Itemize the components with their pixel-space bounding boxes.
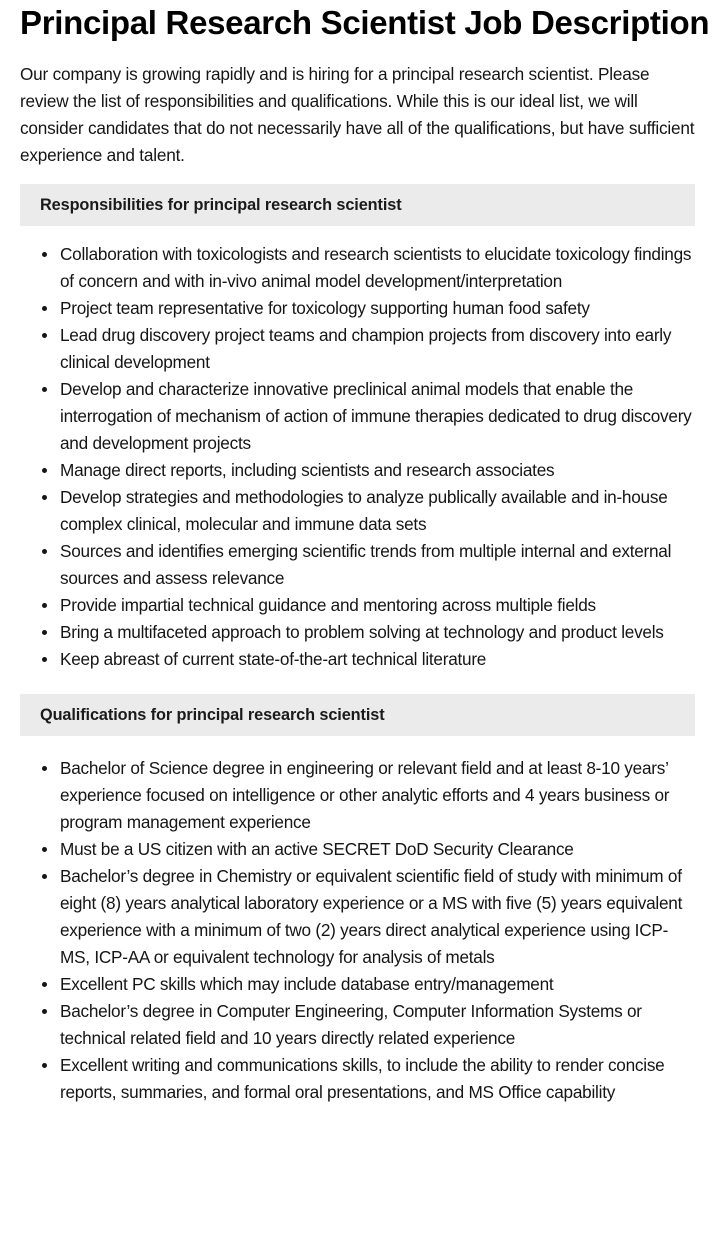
list-item-text: Bachelor’s degree in Computer Engineering, Computer Information Systems or technical related field and 10 years directly related experience (60, 1001, 642, 1048)
list-item (20, 295, 695, 322)
list-item (20, 457, 695, 484)
responsibilities-heading: Responsibilities for principal research scientist (20, 184, 695, 226)
bullet-icon (42, 1063, 47, 1068)
bullet-icon (42, 252, 47, 257)
list-item (20, 863, 695, 971)
list-item-text: Develop strategies and methodologies to analyze publically available and in-house complex clinical, molecular and immune data sets (60, 487, 668, 534)
list-item-text: Provide impartial technical guidance and mentoring across multiple fields (60, 595, 596, 615)
list-item-text: Excellent writing and communications skills, to include the ability to render concise reports, summaries, and formal oral presentations, and MS Office capability (60, 1055, 665, 1102)
list-item-text: Collaboration with toxicologists and research scientists to elucidate toxicology findings of concern and with in-vivo animal model development/interpretation (60, 244, 692, 291)
bullet-icon (42, 333, 47, 338)
bullet-icon (42, 387, 47, 392)
list-item-text: Must be a US citizen with an active SECRET DoD Security Clearance (60, 839, 574, 859)
list-item-text: Bachelor’s degree in Chemistry or equivalent scientific field of study with minimum of eight (8) years analytical laboratory experience or a MS with five (5) years equivalent experience with a minimum of two (2) years direct analytical experience using ICP-MS, ICP-AA or equivalent technology for analysis of metals (60, 866, 683, 967)
list-item-text: Develop and characterize innovative preclinical animal models that enable the interrogation of mechanism of action of immune therapies dedicated to drug discovery and development projects (60, 379, 692, 453)
list-item-text: Bachelor of Science degree in engineering or relevant field and at least 8-10 years’ experience focused on intelligence or other analytic efforts and 4 years business or program management experience (60, 758, 670, 832)
qualifications-heading: Qualifications for principal research scientist (20, 694, 695, 736)
bullet-icon (42, 495, 47, 500)
list-item-text: Bring a multifaceted approach to problem solving at technology and product levels (60, 622, 664, 642)
bullet-icon (42, 766, 47, 771)
bullet-icon (42, 874, 47, 879)
bullet-icon (42, 603, 47, 608)
list-item-text: Keep abreast of current state-of-the-art technical literature (60, 649, 487, 669)
intro-paragraph: Our company is growing rapidly and is hiring for a principal research scientist. Please review the list of responsibilities and qualifications. While this is our ideal list, we will consider candidates that do not necessarily have all of the qualifications, but have sufficient experience and talent. (20, 64, 695, 165)
list-item (20, 836, 695, 863)
list-item (20, 376, 695, 457)
list-item (20, 592, 695, 619)
list-item (20, 241, 695, 295)
list-item-text: Excellent PC skills which may include database entry/management (60, 974, 554, 994)
bullet-icon (42, 847, 47, 852)
bullet-icon (42, 468, 47, 473)
list-item (20, 484, 695, 538)
list-item (20, 1052, 695, 1106)
qualifications-list (20, 755, 695, 1106)
list-item-text: Lead drug discovery project teams and champion projects from discovery into early clinical development (60, 325, 672, 372)
list-item (20, 619, 695, 646)
bullet-icon (42, 1009, 47, 1014)
list-item (20, 646, 695, 673)
bullet-icon (42, 630, 47, 635)
responsibilities-list (20, 241, 695, 673)
list-item (20, 538, 695, 592)
list-item (20, 755, 695, 836)
list-item (20, 322, 695, 376)
list-item-text: Manage direct reports, including scientists and research associates (60, 460, 555, 480)
bullet-icon (42, 982, 47, 987)
bullet-icon (42, 549, 47, 554)
list-item-text: Sources and identifies emerging scientific trends from multiple internal and external sources and assess relevance (60, 541, 672, 588)
list-item (20, 998, 695, 1052)
page-title: Principal Research Scientist Job Description (20, 4, 710, 41)
bullet-icon (42, 306, 47, 311)
list-item (20, 971, 695, 998)
bullet-icon (42, 657, 47, 662)
list-item-text: Project team representative for toxicology supporting human food safety (60, 298, 590, 318)
